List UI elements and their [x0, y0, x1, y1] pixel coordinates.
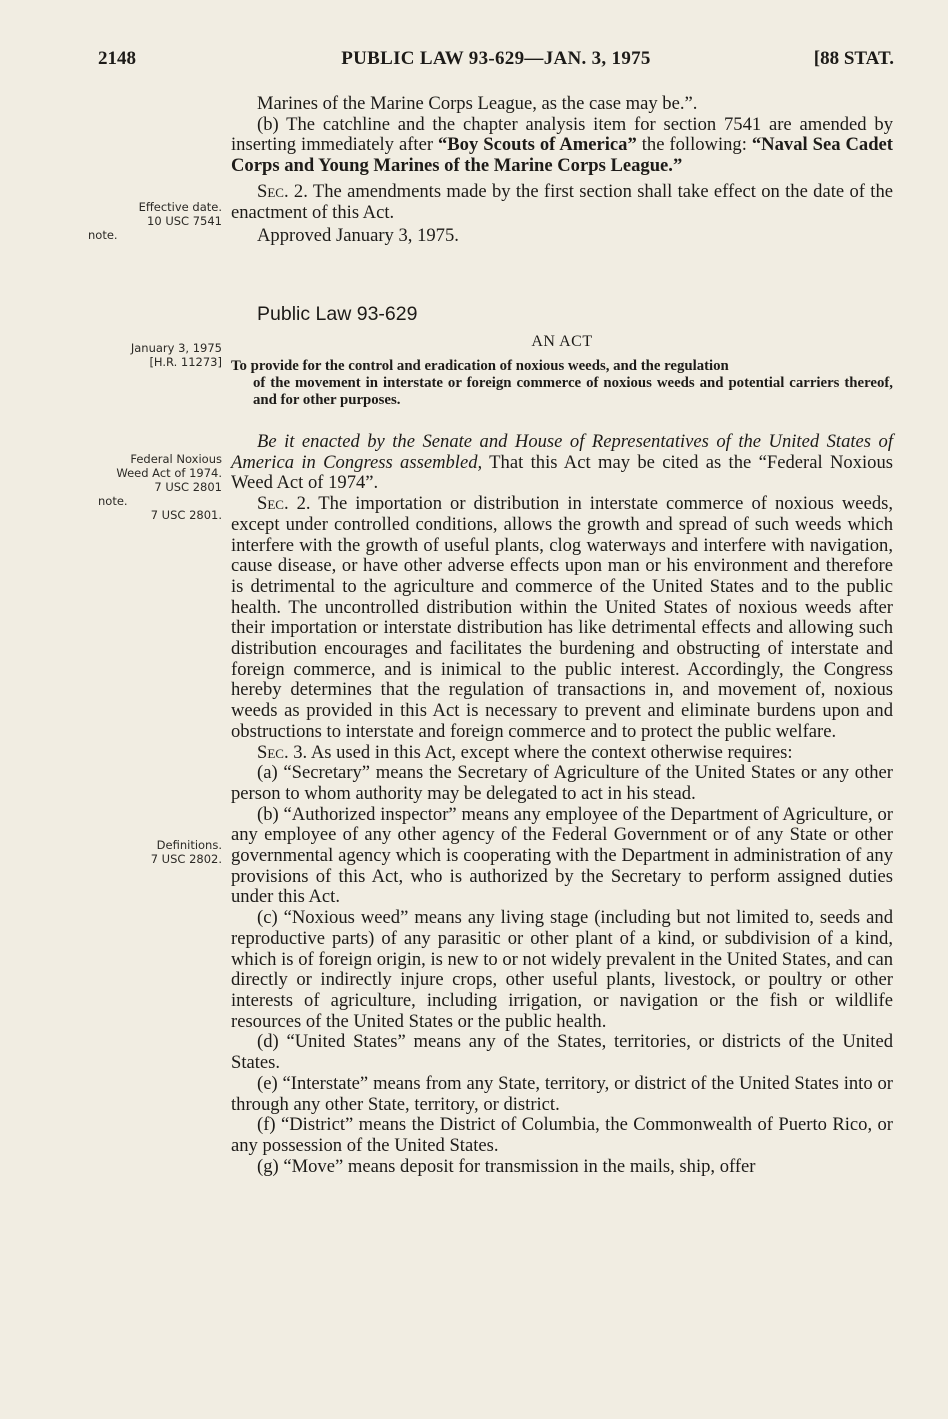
public-law-number: Public Law 93-629 — [257, 303, 418, 325]
definition-f: (f) “District” means the District of Columbia, the Commonwealth of Puerto Rico, or any possession of the United States. — [231, 1114, 893, 1156]
section-2-effective: Sec. 2. The amendments made by the first section shall take effect on the date of the enactment of this Act. — [231, 181, 893, 223]
section-3-intro: Sec. 3. As used in this Act, except where the context otherwise requires: — [257, 741, 793, 763]
new-law-heading — [231, 304, 893, 325]
margin-note-date-bill: January 3, 1975 [H.R. 11273] — [130, 341, 222, 369]
definition-c: (c) “Noxious weed” means any living stage (including but not limited to, seeds and reproductive parts) of any parasitic or other plant of a kind, or subdivision of a kind, which is of foreign origin, is new to or not widely prevalent in the United States, and can directly or indirectly injure crops, other useful plants, livestock, or poultry or other interests of agriculture, including irrigation, or navigation or the fish or wildlife resources of the United States or the public health. — [231, 907, 893, 1032]
act-label: AN ACT — [531, 333, 593, 350]
act-label-wrap — [231, 332, 893, 353]
definition-g: (g) “Move” means deposit for transmission in the mails, ship, offer — [257, 1155, 756, 1177]
definition-d: (d) “United States” means any of the States, territories, or districts of the United States. — [231, 1031, 893, 1074]
act-body — [231, 432, 893, 1177]
approval-line: Approved January 3, 1975. — [257, 224, 459, 246]
act-purpose: To provide for the control and eradication of noxious weeds, and the regulation of the movement in interstate or foreign commerce of noxious weeds and potential carriers thereof, and for other purposes. — [231, 358, 893, 408]
running-title: PUBLIC LAW 93-629—JAN. 3, 1975 — [341, 48, 651, 69]
margin-note-effective-date: Effective date. 10 USC 7541 note. — [88, 200, 222, 242]
continuation-line: Marines of the Marine Corps League, as the case may be.”. — [257, 93, 698, 114]
subsection-b: (b) The catchline and the chapter analysis item for section 7541 are amended by inserting immediately after “Boy Scouts of America” the following: “Naval Sea Cadet Corps and Young Marines of the Marine Corps League.” — [231, 113, 894, 176]
definition-e: (e) “Interstate” means from any State, territory, or district of the United States into or through any other State, territory, or district. — [231, 1072, 893, 1115]
definition-b: (b) “Authorized inspector” means any employee of the Department of Agriculture, or any employee of any other agency of the Federal Government or of any State or other governmental agency which is cooperating with the Department in administration of any provisions of this Act, who is authorized by the Secretary to perform assigned duties under this Act. — [231, 803, 893, 908]
enacting-clause: Be it enacted by the Senate and House of Representatives of the United States of America in Congress assembled, That this Act may be cited as the “Federal Noxious Weed Act of 1974”. — [231, 431, 893, 494]
margin-note-definitions: Definitions. 7 USC 2802. — [150, 838, 222, 866]
margin-note-short-title: Federal Noxious Weed Act of 1974. 7 USC 2801 note. 7 USC 2801. — [98, 452, 222, 522]
prior-law-text — [231, 94, 893, 246]
running-header — [98, 48, 894, 76]
section-2-findings: Sec. 2. The importation or distribution in interstate commerce of noxious weeds, except under controlled conditions, allows the growth and spread of such weeds which interfere with the growth of useful plants, clog waterways and interfere with navigation, cause disease, or have other adverse effects upon man or his environment and therefore is detrimental to the agriculture and commerce of the United States and to the public health. The uncontrolled distribution within the United States of noxious weeds after their importation or interstate distribution has like detrimental effects and allowing such distribution encourages and facilitates the burdening and obstructing of interstate and foreign commerce, and is inimical to the public interest. Accordingly, the Congress hereby determines that the regulation of transactions in, and movement of, noxious weeds as provided in this Act is necessary to prevent and eliminate burdens upon and obstructions to interstate and foreign commerce and to protect the public welfare. — [231, 493, 893, 742]
definition-a: (a) “Secretary” means the Secretary of Agriculture of the United States or any other person to whom authority may be delegated to act in his stead. — [231, 762, 893, 804]
volume-reference: [88 STAT. — [813, 48, 894, 69]
page-number: 2148 — [98, 48, 136, 69]
